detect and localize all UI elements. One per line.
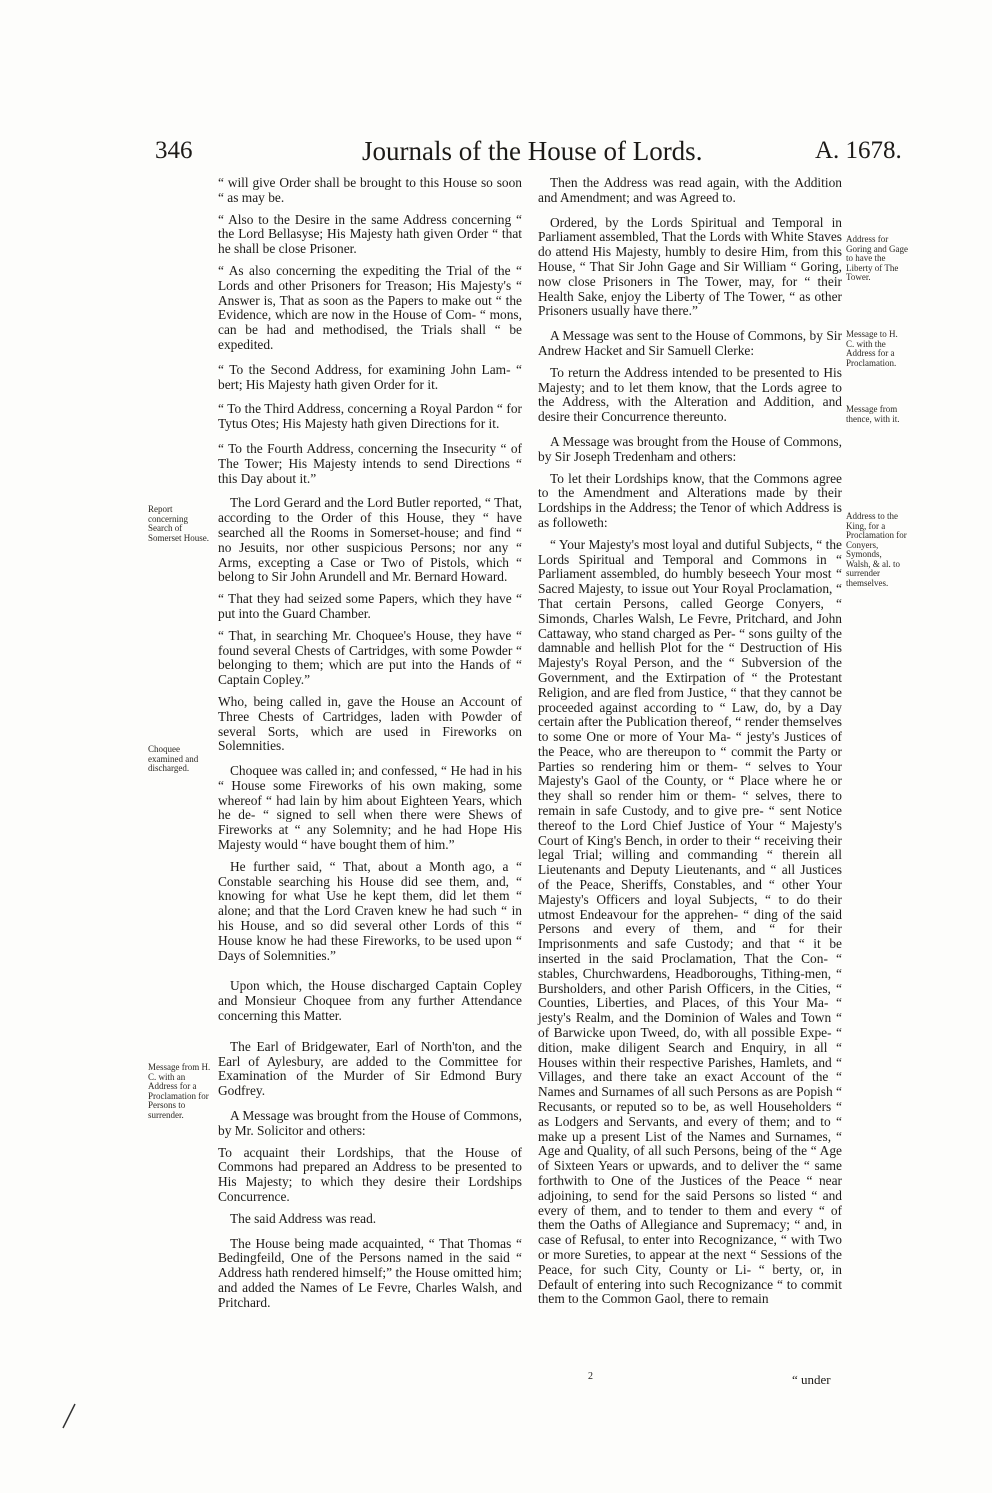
right-column [538, 176, 842, 1314]
paragraph: To acquaint their Lordships, that the House of Commons had prepared an Address to be presented to His Majesty; to which they desire their Lordships Concurrence. [218, 1144, 522, 1205]
page-number: 346 [155, 137, 193, 164]
margin-note-address-goring: Address for Goring and Gage to have the Liberty of The Tower. [846, 234, 908, 282]
paragraph: He further said, “ That, about a Month ago, a “ Constable searching his House did see them, and, “ knowing for what Use he kept them, did let them “ alone; and that the Lord Craven knew he had such “ in his House, and so did several other Lords of this “ House know he had these Fireworks, to be used upon “ Days of Solemnities.” [218, 858, 522, 963]
paragraph: “ That, in searching Mr. Choquee's House, they have “ found several Chests of Cartridges, with some Powder “ belonging to them; which are put into the Hands of “ Captain Copley.” [218, 627, 522, 688]
paragraph: “ That they had seized some Papers, which they have “ put into the Guard Chamber. [218, 591, 522, 621]
paragraph: The House being made acquainted, “ That Thomas “ Bedingfeild, One of the Persons named in the said “ Address hath rendered himself;” the House omitted him; and added the Names of Le Fevre, Charles Walsh, and Pritchard. [218, 1235, 522, 1310]
margin-note-address-king: Address to the King, for a Proclamation for Conyers, Symonds, Walsh, & al. to surrender themselves. [846, 511, 907, 588]
paragraph: A Message was sent to the House of Commons, by Sir Andrew Hacket and Sir Samuell Clerke: [538, 328, 842, 358]
paragraph: “ will give Order shall be brought to this House so soon “ as may be. [218, 175, 522, 205]
margin-note-message-hc: Message from H. C. with an Address for a Proclamation for Persons to surrender. [148, 1062, 211, 1120]
pen-stroke-mark [60, 1400, 80, 1430]
paragraph: The Earl of Bridgewater, Earl of North'ton, and the Earl of Aylesbury, are added to the Committee for Examination of the Murder of Sir Edmond Bury Godfrey. [218, 1038, 522, 1099]
running-title: Journals of the House of Lords. [362, 136, 703, 166]
catchword: “ under [792, 1372, 831, 1387]
paragraph: “ To the Fourth Address, concerning the Insecurity “ of The Tower; His Majesty intends to send Directions “ this Day about it.” [218, 440, 522, 486]
signature-mark: 2 [588, 1371, 593, 1382]
paragraph: Then the Address was read again, with the Addition and Amendment; and was Agreed to. [538, 175, 842, 205]
year-heading: A. 1678. [815, 137, 902, 164]
paragraph: To let their Lordships know, that the Commons agree to the Amendment and Alterations made by their Lordships in the Address; the Tenor of which Address is as followeth: [538, 470, 842, 530]
paragraph: A Message was brought from the House of Commons, by Mr. Solicitor and others: [218, 1108, 522, 1138]
paragraph: The Lord Gerard and the Lord Butler reported, “ That, according to the Order of this House, they “ have searched all the Rooms in Somerset-house; and find “ no Jesuits, nor other suspicious Persons; nor any “ Arms, excepting a Case or Two of Pistols, which “ belong to Sir John Arundell and Mr. Bernard Howard. [218, 495, 522, 585]
paragraph: Upon which, the House discharged Captain Copley and Monsieur Choquee from any further Attendance concerning this Matter. [218, 978, 522, 1024]
paragraph: “ To the Second Address, for examining John Lam- “ bert; His Majesty hath given Order for it. [218, 361, 522, 392]
margin-note-message-from: Message from thence, with it. [846, 404, 900, 424]
paragraph: Who, being called in, gave the House an Account of Three Chests of Cartridges, laden with Powder of several Sorts, which are used in Fireworks on Solemnities. [218, 693, 522, 754]
paragraph: “ As also concerning the expediting the Trial of the “ Lords and other Prisoners for Treason; His Majesty's “ Answer is, That as soon as the Papers to make out “ the Evidence, which are now in the House of Com- “ mons, can be had and methodised, the Trials shall “ be expedited. [218, 262, 522, 352]
paragraph: Choquee was called in; and confessed, “ He had in his “ House some Fireworks of his own making, some whereof “ had lain by him about Eighteen Years, which he de- “ signed to sell when there were Shews of Fireworks at “ any Solemnity; and he had Hope His Majesty would “ have bought them of him.” [218, 763, 522, 853]
margin-note-choquee: Choquee examined and discharged. [148, 744, 199, 773]
margin-note-somerset: Report concerning Search of Somerset House. [148, 504, 209, 543]
paragraph: Ordered, by the Lords Spiritual and Temporal in Parliament assembled, That the Lords with White Staves do attend His Majesty, humbly to desire Him, from this House, “ That Sir John Gage and Sir William “ Goring, now close Prisoners in The Tower, may, for “ their Health Sake, enjoy the Liberty of The Tower, “ as other Prisoners usually have there.” [538, 214, 842, 319]
paragraph: A Message was brought from the House of Commons, by Sir Joseph Tredenham and others: [538, 433, 842, 464]
margin-note-message-to-hc: Message to H. C. with the Address for a Proclamation. [846, 329, 898, 368]
paragraph: To return the Address intended to be presented to His Majesty; and to let them know, that the Lords agree to the Address, with the Alteration and Addition, and desire their Concurrence thereunto. [538, 364, 842, 425]
left-column [218, 176, 522, 1318]
paragraph: The said Address was read. [230, 1210, 377, 1226]
paragraph: “ Also to the Desire in the same Address concerning “ the Lord Bellasyse; His Majesty hath given Order “ that he shall be close Prisoner. [218, 211, 522, 257]
paragraph: “ To the Third Address, concerning a Royal Pardon “ for Tytus Otes; His Majesty hath given Directions for it. [218, 401, 522, 432]
paragraph: “ Your Majesty's most loyal and dutiful Subjects, “ the Lords Spiritual and Temporal and Commons in “ Parliament assembled, do humbly beseech Your most “ Sacred Majesty, to issue out Your Royal Proclamation, “ That certain Persons, called George Conyers, “ Simonds, Charles Walsh, Le Fevre, Pritchard, and John Cattaway, who stand charged as Per- “ sons guilty of the damnable and hellish Plot for the “ Destruction of His Majesty's Royal Person, and the “ Subversion of the Government, and the Extirpation of “ the Protestant Religion, and are fled from Justice, “ that they cannot be proceeded against according to “ Law, do, by a Day certain after the Publication thereof, “ render themselves to some One or more of Your Ma- “ jesty's Justices of the Peace, who are thereupon to “ commit the Party or Parties so rendering him or them- “ selves to Your Majesty's Gaol of the County, or “ Place where he or they shall so render him or them- “ selves, there to remain in safe Custody, and to give pre- “ sent Notice thereof to the Lord Chief Justice of Your “ Majesty's Court of King's Bench, in order to their “ receiving their legal Trial; willing and commanding “ therein all Lieutenants and Deputy Lieutenants, and “ all Justices of the Peace, Sheriffs, Constables, and “ other Your Majesty's Officers and loyal Subjects, “ to do their utmost Endeavour for the apprehen- “ ding of the said Persons and every of them, and “ for their Imprisonments and safe Custody; and that “ it be inserted in the said Proclamation, That the Con- “ stables, Churchwardens, Headboroughs, Tithing-men, “ Bursholders, and other Parish Officers, in the Cities, “ Counties, Liberties, and Places, of this Your Ma- “ jesty's Realm, and the Dominion of Wales and Town “ of Barwicke upon Tweed, do, with all possible Expe- “ dition, make diligent Search and Enquiry, in all “ Houses within their respective Parishes, Hamlets, and “ Villages, and there take an exact Account of the “ Names and Surnames of all such Persons as are Popish “ Recusants, or reputed so to be, as well Householders “ as Lodgers and Servants, and every of them; and to “ make up a present List of the Names and Surnames, “ Age and Quality, of all such Persons, being of the “ Age of Sixteen Years or upwards, and to deliver the “ same forthwith to One of the Justices of the Peace “ near adjoining, to send for the said Persons so listed “ and every of them, and to tender to them and every “ of them the Oaths of Allegiance and Supremacy; “ and, in case of Refusal, to enter into Recognizance, “ with Two or more Sureties, to appear at the next “ Sessions of the Peace, for such City, County or Li- “ berty, or, in Default of entering into such Recognizance “ to commit them to the Common Gaol, there to remain [538, 536, 842, 1307]
